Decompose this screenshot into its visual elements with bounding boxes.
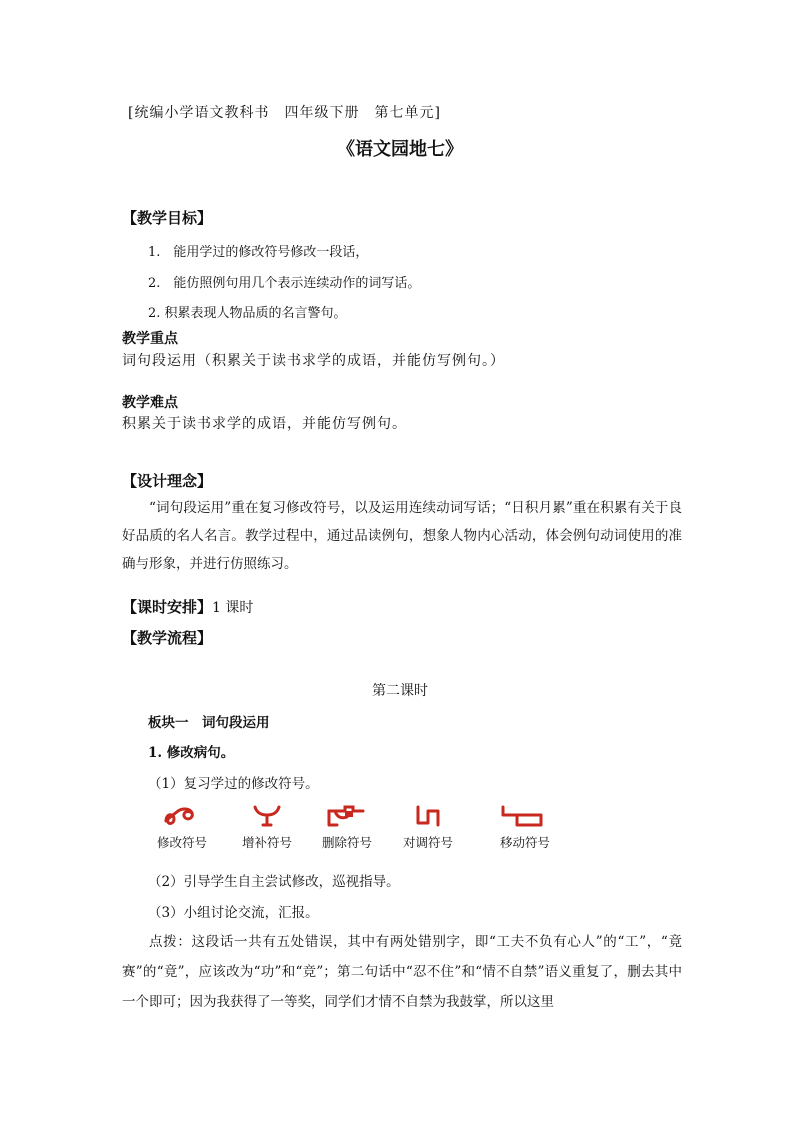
symbol-move-label: 移动符号	[499, 835, 550, 850]
substep-3: （3）小组讨论交流，汇报。	[148, 905, 319, 921]
difficulty-text: 积累关于读书求学的成语，并能仿写例句。	[122, 416, 407, 432]
swap-symbol-icon	[410, 803, 446, 829]
flow-heading: 【教学流程】	[122, 629, 213, 647]
step-1-title: 1. 修改病句。	[148, 745, 235, 761]
modify-symbol-icon	[162, 803, 202, 829]
goal-item-1: 1. 能用学过的修改符号修改一段话，	[148, 245, 369, 260]
concept-paragraph	[122, 494, 682, 578]
lesson-title: 第二课时	[372, 683, 428, 699]
substep-2: （2）引导学生自主尝试修改，巡视指导。	[148, 874, 400, 890]
goals-heading: 【教学目标】	[122, 209, 213, 227]
symbol-delete-label: 删除符号	[321, 835, 372, 850]
concept-heading: 【设计理念】	[122, 472, 213, 490]
block-title: 板块一 词句段运用	[148, 715, 270, 731]
schedule-heading: 【课时安排】	[122, 598, 213, 616]
insert-symbol-icon	[247, 803, 287, 829]
symbol-insert	[234, 803, 300, 851]
symbol-delete	[314, 803, 380, 851]
symbol-modify	[152, 803, 212, 851]
substep-1: （1）复习学过的修改符号。	[148, 776, 319, 792]
symbol-modify-label: 修改符号	[156, 835, 207, 850]
schedule-line	[122, 596, 253, 617]
document-header: [统编小学语文教科书 四年级下册 第七单元]	[128, 105, 441, 121]
tip-text: 点拨：这段话一共有五处错误，其中有两处错别字，即“工夫不负有心人”的“工”，“竟赛”的“竟”，应该改为“功”和“竞”；第二句话中“忍不住”和“情不自禁”语义重复了，删去其中一个即可；因为我获得了一等奖，同学们才情不自禁为我鼓掌，所以这里	[122, 934, 682, 1010]
symbol-swap	[395, 803, 461, 851]
schedule-text: 1 课时	[212, 600, 254, 616]
focus-heading: 教学重点	[122, 331, 178, 347]
focus-text: 词句段运用（积累关于读书求学的成语，并能仿写例句。）	[122, 353, 505, 369]
delete-symbol-icon	[323, 803, 371, 829]
goal-item-2: 2. 能仿照例句用几个表示连续动作的词写话。	[148, 276, 421, 291]
page-title: 《语文园地七》	[337, 139, 463, 160]
goal-item-3: 2. 积累表现人物品质的名言警句。	[148, 306, 347, 321]
symbol-move	[490, 803, 560, 851]
symbol-swap-label: 对调符号	[402, 835, 453, 850]
concept-text: “词句段运用”重在复习修改符号，以及运用连续动词写话；“日积月累”重在积累有关于良好品质的名人名言。教学过程中，通过品读例句，想象人物内心活动，体会例句动词使用的准确与形象，并进行仿照练习。	[122, 500, 682, 572]
symbol-row	[0, 803, 800, 853]
move-symbol-icon	[497, 803, 553, 829]
difficulty-heading: 教学难点	[122, 395, 178, 411]
tip-paragraph	[122, 927, 682, 1017]
symbol-insert-label: 增补符号	[241, 835, 292, 850]
